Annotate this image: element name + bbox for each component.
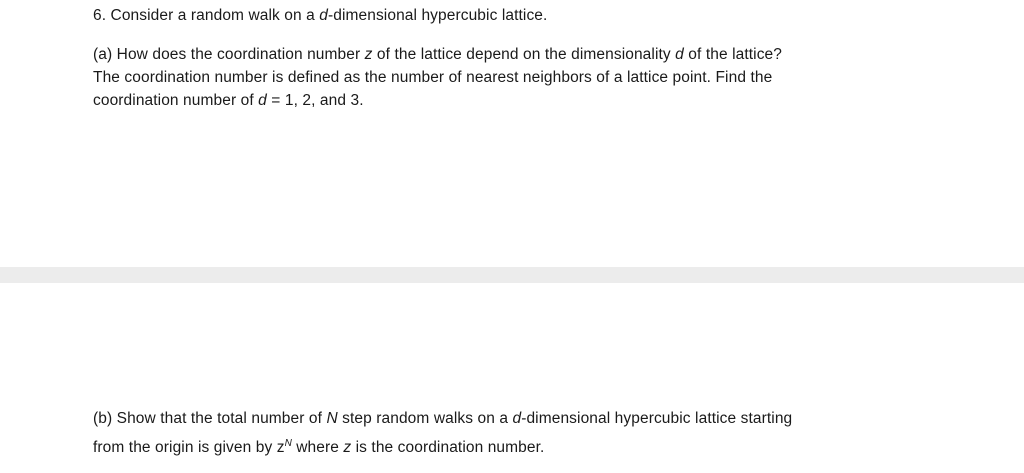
text-run: of the lattice depend on the dimensionality	[372, 46, 676, 63]
text-run: -dimensional hypercubic lattice.	[327, 7, 548, 24]
text-run: -dimensional hypercubic lattice starting	[521, 410, 793, 427]
text-run: 6. Consider a random walk on a	[93, 7, 320, 24]
text-run: of the lattice?	[683, 46, 782, 63]
math-variable: d	[512, 410, 522, 427]
text-run: from the origin is given by z	[93, 439, 285, 456]
text-run: The coordination number is defined as the number of nearest neighbors of a lattice point. Find the	[93, 69, 773, 86]
text-line	[93, 4, 547, 27]
text-line	[93, 431, 792, 460]
part-a-paragraph	[93, 43, 782, 112]
math-variable: z	[343, 439, 352, 456]
text-run: step random walks on a	[337, 410, 513, 427]
text-run: = 1, 2, and 3.	[266, 92, 364, 109]
text-line	[93, 406, 792, 431]
text-line	[93, 43, 782, 66]
text-line	[93, 89, 782, 112]
part-b-paragraph	[93, 406, 792, 460]
text-run: (a) How does the coordination number	[93, 46, 365, 63]
superscript-variable: N	[284, 438, 292, 449]
math-variable: d	[675, 46, 684, 63]
math-variable: d	[319, 7, 328, 24]
page-separator-band	[0, 267, 1024, 283]
text-run: coordination number of	[93, 92, 259, 109]
text-run: is the coordination number.	[351, 439, 545, 456]
text-line	[93, 66, 782, 89]
problem-intro-paragraph	[93, 4, 547, 27]
text-run: (b) Show that the total number of	[93, 410, 327, 427]
text-run: where	[291, 439, 344, 456]
math-variable: z	[364, 46, 373, 63]
math-variable: d	[258, 92, 267, 109]
math-variable: N	[326, 410, 338, 427]
